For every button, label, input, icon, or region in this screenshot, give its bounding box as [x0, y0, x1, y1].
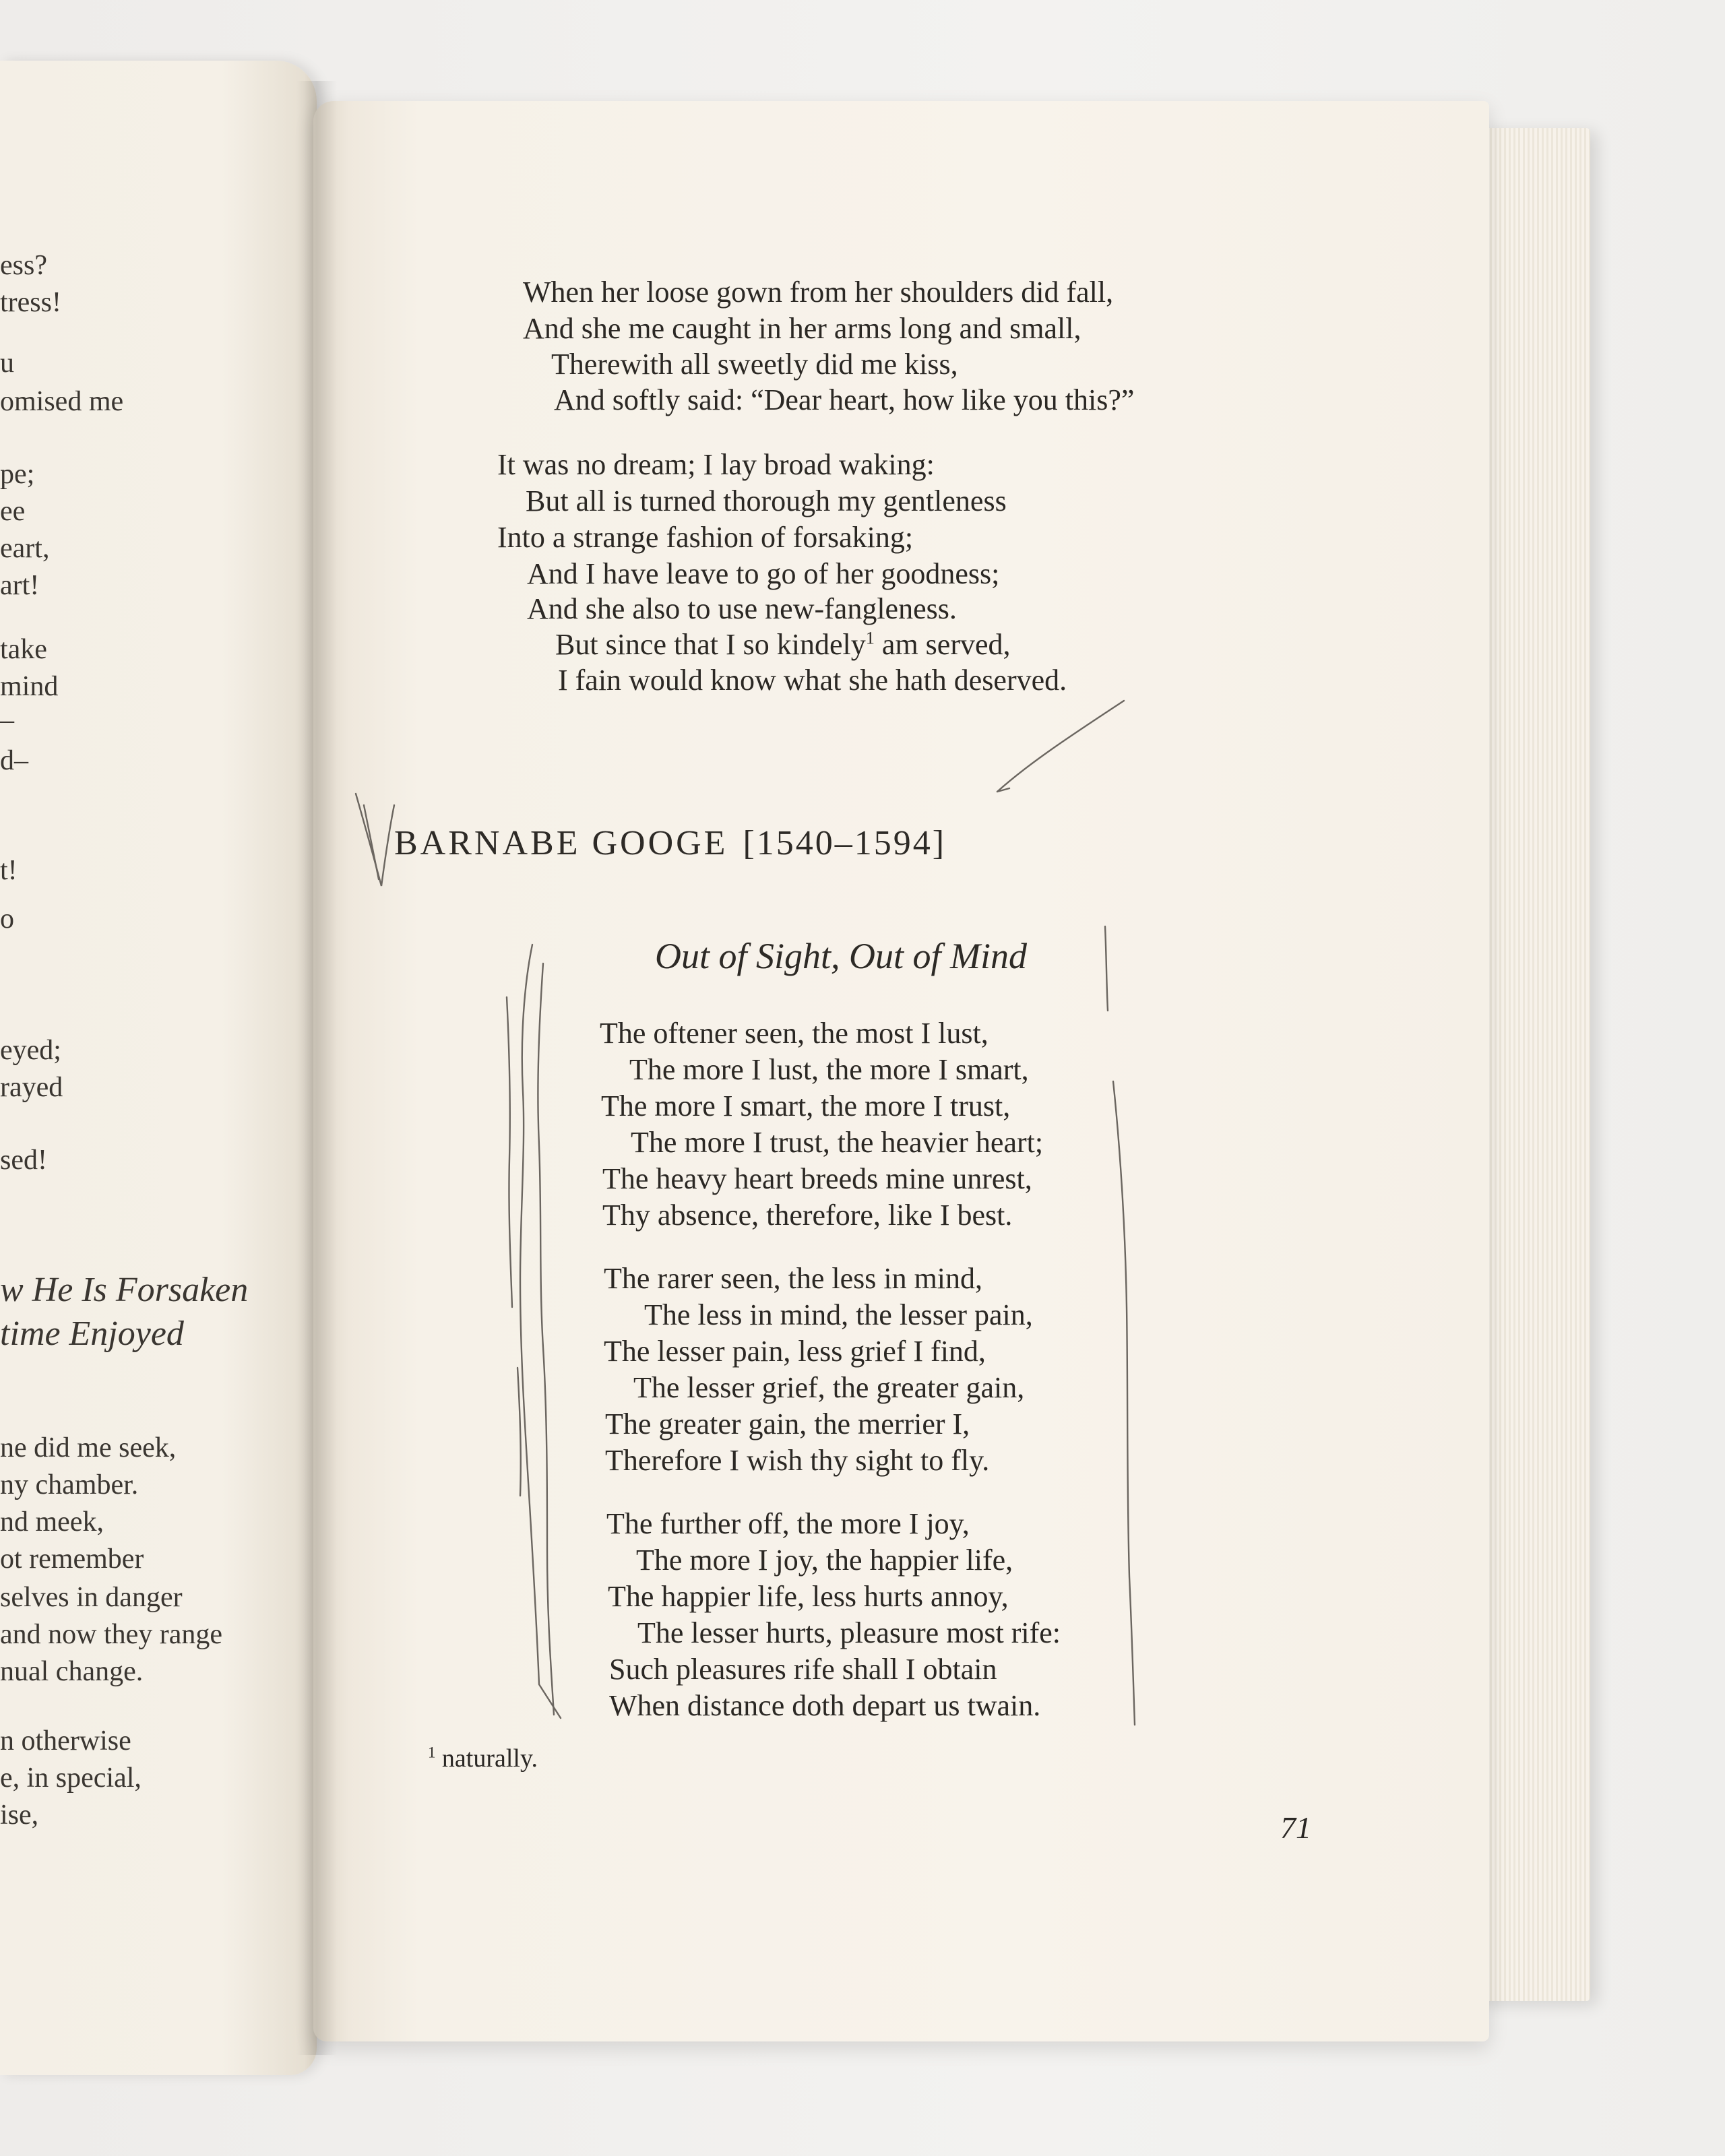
pencil-left-bracket-inner [538, 963, 554, 1715]
poem-line: The lesser pain, less grief I find, [604, 1335, 986, 1368]
verse-line: But all is turned thorough my gentleness [526, 484, 1007, 517]
left-page-line: ee [0, 496, 26, 527]
page-number: 71 [1280, 1810, 1311, 1845]
poem-line: The more I smart, the more I trust, [601, 1089, 1011, 1122]
left-page-line: nd meek, [0, 1507, 104, 1537]
left-page-line: omised me [0, 386, 124, 417]
poem-line: The happier life, less hurts annoy, [608, 1580, 1009, 1613]
left-page-line: take [0, 634, 47, 665]
left-page-line: u [0, 348, 14, 379]
verse-line: Therewith all sweetly did me kiss, [551, 348, 958, 381]
left-page-line: – [0, 705, 14, 736]
poem-line: The heavy heart breeds mine unrest, [602, 1162, 1032, 1195]
poem-line: The more I trust, the heavier heart; [631, 1126, 1044, 1159]
left-page-line: selves in danger [0, 1582, 183, 1613]
pencil-slash-mark [997, 701, 1124, 792]
poem-line: The more I lust, the more I smart, [629, 1053, 1029, 1086]
poem-line: Therefore I wish thy sight to fly. [605, 1444, 990, 1477]
left-page-line: ess? [0, 250, 47, 281]
verse-line: When her loose gown from her shoulders did fall, [523, 276, 1114, 309]
footnote-text: naturally. [441, 1744, 538, 1773]
verse-line: But since that I so kindely$^1$ am served, [555, 627, 1011, 661]
left-page-line: nual change. [0, 1656, 144, 1687]
left-page-line: sed! [0, 1145, 47, 1176]
poem-line: The oftener seen, the most I lust, [600, 1017, 989, 1050]
poem-line: The more I joy, the happier life, [636, 1544, 1013, 1577]
left-page-line: eart, [0, 533, 50, 564]
pencil-left-bracket [520, 945, 561, 1718]
left-page-line: n otherwise [0, 1725, 131, 1756]
pencil-right-bracket-top [1105, 926, 1108, 1011]
left-page-line: o [0, 903, 14, 934]
poem-line: The rarer seen, the less in mind, [604, 1262, 983, 1295]
footnote-marker: 1 [428, 1744, 436, 1761]
left-page-poem-title: time Enjoyed [0, 1314, 184, 1353]
left-page-line: ne did me seek, [0, 1432, 177, 1463]
verse-line: I fain would know what she hath deserved. [558, 664, 1067, 697]
left-page-line: eyed; [0, 1035, 61, 1066]
left-page-line: d– [0, 745, 28, 776]
left-page-line: tress! [0, 287, 61, 318]
left-page-line: mind [0, 671, 59, 702]
author-name: BARNABE GOOGE [394, 824, 728, 862]
left-page-line: art! [0, 570, 40, 601]
poem-line: The less in mind, the lesser pain, [644, 1298, 1033, 1331]
left-page-line: pe; [0, 459, 35, 490]
poem-title: Out of Sight, Out of Mind [655, 936, 1027, 976]
verse-line: And softly said: “Dear heart, how like you this?” [554, 383, 1135, 416]
left-page-line: e, in special, [0, 1763, 142, 1794]
poem-line: The greater gain, the merrier I, [605, 1407, 970, 1440]
author-dates: [1540–1594] [743, 824, 947, 862]
verse-line: And I have leave to go of her goodness; [527, 557, 1000, 590]
left-page-poem-title: w He Is Forsaken [0, 1271, 249, 1309]
verse-line: And she me caught in her arms long and small, [523, 312, 1081, 345]
left-page-line: rayed [0, 1072, 63, 1103]
left-page-line: ny chamber. [0, 1469, 139, 1500]
verse-line: Into a strange fashion of forsaking; [497, 521, 914, 554]
poem-line: Thy absence, therefore, like I best. [602, 1199, 1013, 1232]
left-page-line: ot remember [0, 1544, 144, 1575]
verse-line: It was no dream; I lay broad waking: [497, 448, 935, 481]
left-page-line: t! [0, 855, 18, 886]
poem-line: The lesser grief, the greater gain, [633, 1371, 1025, 1404]
pencil-right-bracket [1113, 1081, 1135, 1725]
left-page-line: ise, [0, 1800, 39, 1831]
poem-line: The further off, the more I joy, [606, 1507, 970, 1540]
poem-line: The lesser hurts, pleasure most rife: [637, 1616, 1061, 1649]
verse-line: And she also to use new-fangleness. [527, 592, 957, 625]
left-page-line: and now they range [0, 1619, 223, 1650]
pencil-left-bracket-stroke [507, 997, 512, 1307]
poem-line: Such pleasures rife shall I obtain [609, 1653, 997, 1686]
pencil-check-mark-stroke [364, 805, 379, 879]
pencil-left-bracket-stroke-lower [518, 1368, 521, 1496]
pencil-check-mark [356, 794, 394, 886]
footnote-reference: 1 [865, 627, 875, 648]
poem-line: When distance doth depart us twain. [609, 1689, 1041, 1722]
